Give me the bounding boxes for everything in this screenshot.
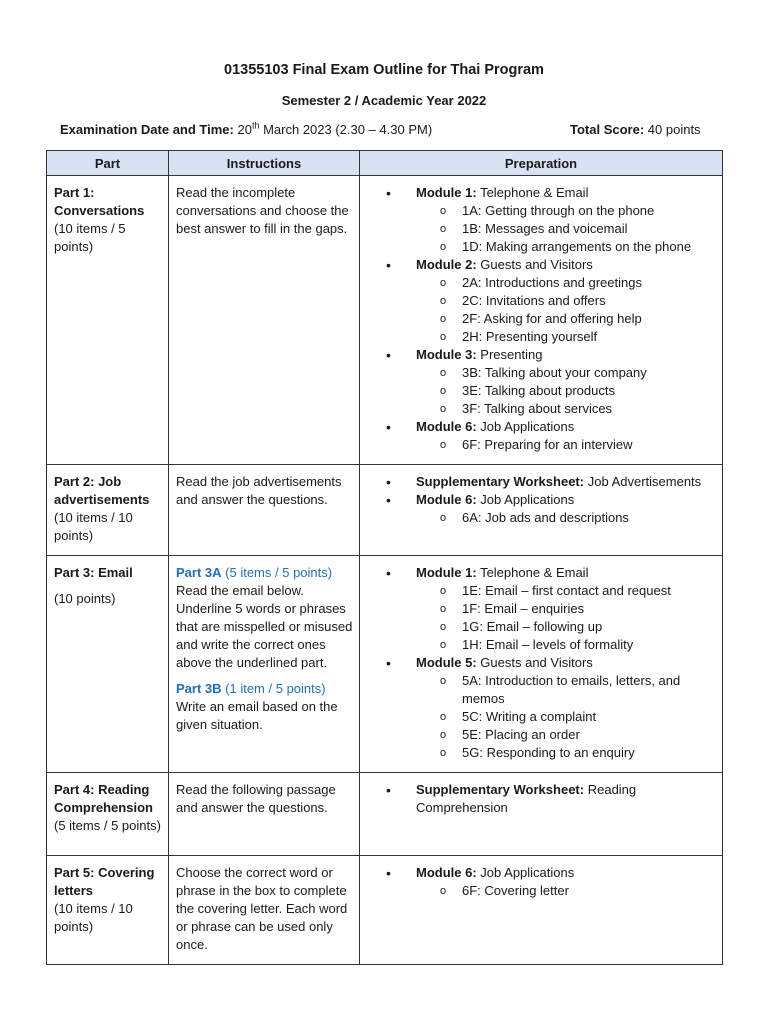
lesson-list <box>416 364 716 418</box>
part-title: Part 1: Conversations <box>54 185 145 218</box>
sub-part-b <box>176 680 353 734</box>
lesson-list <box>416 509 716 527</box>
module-desc: Presenting <box>480 347 543 362</box>
instructions-text: Read the incomplete conversations and choose the best answer to fill in the gaps. <box>176 185 349 236</box>
module-item <box>386 864 716 900</box>
instructions-cell <box>169 465 360 556</box>
module-name: Module 1: <box>416 565 477 580</box>
lesson-list <box>416 582 716 654</box>
exam-outline-table <box>46 150 723 965</box>
table-row <box>47 465 723 556</box>
preparation-cell <box>360 556 723 773</box>
module-list <box>364 864 716 900</box>
module-item <box>386 346 716 418</box>
lesson-item: o 6F: Preparing for an interview <box>440 436 716 454</box>
module-name: Module 1: <box>416 185 477 200</box>
part-detail: (5 items / 5 points) <box>54 818 161 833</box>
module-item <box>386 491 716 527</box>
instructions-text: Read the job advertisements and answer the questions. <box>176 474 342 507</box>
part-detail: (10 items / 10 points) <box>54 510 133 543</box>
part-title: Part 4: Reading Comprehension <box>54 782 153 815</box>
lesson-list <box>416 274 716 346</box>
lesson-item: o 5A: Introduction to emails, letters, and memos <box>440 672 716 708</box>
instructions-text: Choose the correct word or phrase in the box to complete the covering letter. Each word or phrase can be used only once. <box>176 865 348 952</box>
module-item <box>386 418 716 454</box>
lesson-list <box>416 202 716 256</box>
module-item <box>386 564 716 654</box>
part-detail: (10 items / 5 points) <box>54 221 126 254</box>
exam-date-label: Examination Date and Time: <box>60 122 234 137</box>
sub-part-b-text: Write an email based on the given situation. <box>176 699 338 732</box>
part-title: Part 3: Email <box>54 565 133 580</box>
table-row <box>47 176 723 465</box>
exam-date-line <box>60 122 432 137</box>
table-row <box>47 773 723 856</box>
part-detail: (10 items / 10 points) <box>54 901 133 934</box>
preparation-cell <box>360 773 723 856</box>
table-row <box>47 556 723 773</box>
lesson-item: o 1G: Email – following up <box>440 618 716 636</box>
lesson-item: o 3B: Talking about your company <box>440 364 716 382</box>
part-cell <box>47 856 169 965</box>
module-desc: Job Advertisements <box>587 474 702 489</box>
sub-part-a-heading <box>176 564 353 582</box>
column-header-preparation: Preparation <box>360 151 723 176</box>
module-item <box>386 654 716 762</box>
module-desc: Guests and Visitors <box>480 655 593 670</box>
column-header-instructions: Instructions <box>169 151 360 176</box>
lesson-item: o 3E: Talking about products <box>440 382 716 400</box>
module-item <box>386 256 716 346</box>
sub-part-a <box>176 564 353 672</box>
module-list <box>364 473 716 527</box>
preparation-cell <box>360 176 723 465</box>
module-name: Supplementary Worksheet: <box>416 782 585 797</box>
lesson-item: o 2H: Presenting yourself <box>440 328 716 346</box>
lesson-item: o 5E: Placing an order <box>440 726 716 744</box>
module-name: Module 6: <box>416 419 477 434</box>
lesson-item: o 1H: Email – levels of formality <box>440 636 716 654</box>
module-list <box>364 564 716 762</box>
module-item <box>386 184 716 256</box>
lesson-item: o 1F: Email – enquiries <box>440 600 716 618</box>
part-cell <box>47 556 169 773</box>
instructions-text: Read the following passage and answer the questions. <box>176 782 336 815</box>
exam-date-rest: March 2023 (2.30 – 4.30 PM) <box>263 122 433 137</box>
module-desc: Telephone & Email <box>480 565 589 580</box>
lesson-item: o 2F: Asking for and offering help <box>440 310 716 328</box>
part-cell <box>47 176 169 465</box>
column-header-part: Part <box>47 151 169 176</box>
lesson-item: o 5G: Responding to an enquiry <box>440 744 716 762</box>
sub-part-a-label: Part 3A <box>176 565 222 580</box>
lesson-list <box>416 882 716 900</box>
part-title: Part 2: Job advertisements <box>54 474 150 507</box>
module-desc: Guests and Visitors <box>480 257 593 272</box>
exam-day-suffix: th <box>251 120 260 131</box>
sub-part-b-points: (1 item / 5 points) <box>225 681 326 696</box>
module-name: Module 2: <box>416 257 477 272</box>
instructions-cell <box>169 556 360 773</box>
lesson-item: o 3F: Talking about services <box>440 400 716 418</box>
lesson-item: o 5C: Writing a complaint <box>440 708 716 726</box>
module-desc: Reading Comprehension <box>416 782 637 815</box>
part-title: Part 5: Covering letters <box>54 865 155 898</box>
module-name: Supplementary Worksheet: <box>416 474 585 489</box>
preparation-cell <box>360 465 723 556</box>
module-desc: Job Applications <box>480 419 575 434</box>
preparation-cell <box>360 856 723 965</box>
module-desc: Telephone & Email <box>480 185 589 200</box>
total-score-value: 40 points <box>647 122 701 137</box>
total-score-line <box>570 122 701 137</box>
document-title: 01355103 Final Exam Outline for Thai Program <box>224 62 544 78</box>
lesson-item: o 6F: Covering letter <box>440 882 716 900</box>
lesson-item: o 2C: Invitations and offers <box>440 292 716 310</box>
lesson-list <box>416 436 716 454</box>
sub-part-a-text: Read the email below. Underline 5 words or phrases that are misspelled or misused and write the correct ones above the underlined part. <box>176 583 353 670</box>
module-item <box>386 473 716 491</box>
module-desc: Job Applications <box>480 492 575 507</box>
lesson-item: o 2A: Introductions and greetings <box>440 274 716 292</box>
lesson-item: o 1B: Messages and voicemail <box>440 220 716 238</box>
part-cell <box>47 773 169 856</box>
instructions-cell <box>169 856 360 965</box>
lesson-item: o 1D: Making arrangements on the phone <box>440 238 716 256</box>
module-name: Module 6: <box>416 492 477 507</box>
lesson-item: o 6A: Job ads and descriptions <box>440 509 716 527</box>
lesson-item: o 1A: Getting through on the phone <box>440 202 716 220</box>
sub-part-b-label: Part 3B <box>176 681 222 696</box>
lesson-list <box>416 672 716 762</box>
module-name: Module 5: <box>416 655 477 670</box>
document-subtitle: Semester 2 / Academic Year 2022 <box>281 93 487 108</box>
sub-part-a-points: (5 items / 5 points) <box>225 565 333 580</box>
part-cell <box>47 465 169 556</box>
total-score-label: Total Score: <box>570 122 645 137</box>
part-detail: (10 points) <box>54 591 116 606</box>
table-row <box>47 856 723 965</box>
module-desc: Job Applications <box>480 865 575 880</box>
exam-day: 20 <box>237 122 252 137</box>
module-item <box>386 781 716 817</box>
module-list <box>364 781 716 817</box>
lesson-item: o 1E: Email – first contact and request <box>440 582 716 600</box>
module-list <box>364 184 716 454</box>
instructions-cell <box>169 176 360 465</box>
module-name: Module 3: <box>416 347 477 362</box>
instructions-cell <box>169 773 360 856</box>
sub-part-b-heading <box>176 680 353 698</box>
module-name: Module 6: <box>416 865 477 880</box>
table-header-row <box>47 151 723 176</box>
